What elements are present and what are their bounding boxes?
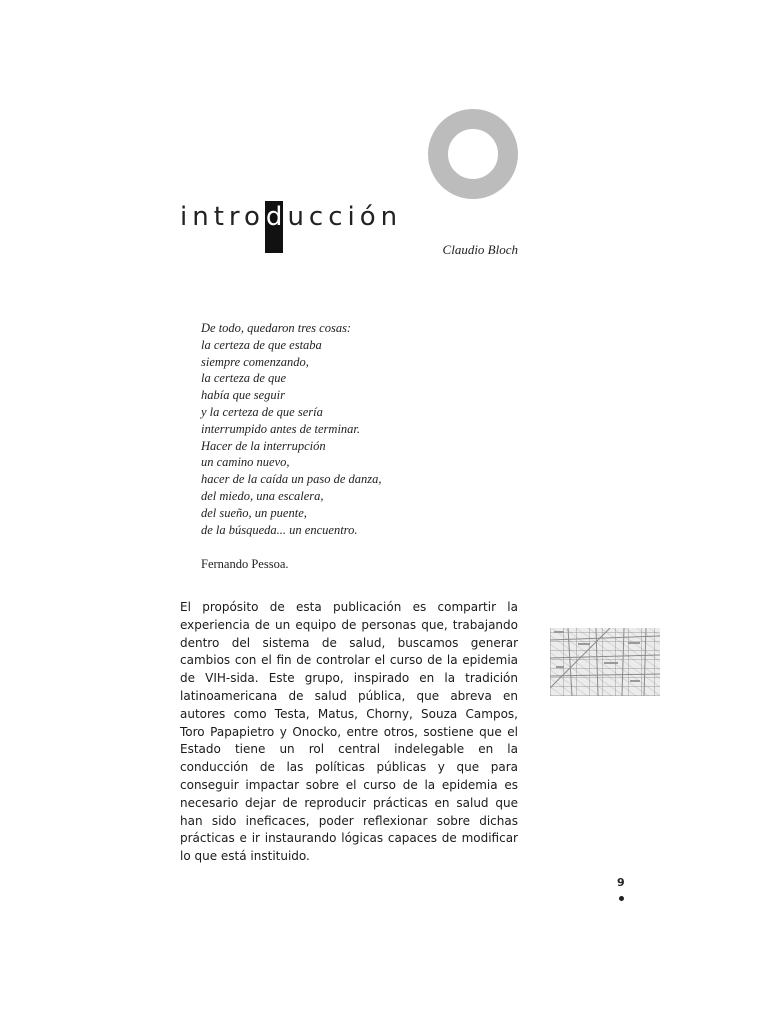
poem-line: la certeza de que (201, 371, 287, 386)
epigraph-attribution: Fernando Pessoa. (201, 557, 289, 571)
bullet-dot-icon (619, 896, 624, 901)
poem-line: interrumpido antes de terminar. (201, 421, 361, 436)
poem-line: siempre comenzando, (201, 354, 309, 369)
title-part-after: ucción (287, 202, 403, 232)
poem-line: hacer de la caída un paso de danza, (201, 472, 382, 487)
poem-line: había que seguir (201, 388, 286, 403)
ring-decoration-icon (428, 109, 518, 199)
title-highlight-letter: d (265, 201, 284, 253)
body-paragraph: El propósito de esta publicación es compartir la experiencia de un equipo de personas que, trabajando dentro del sistema de salud, buscamos generar cambios con el fin de controlar el curso de la epidemia de VIH-sida. Este grupo, inspirado en la tradición latinoamericana de salud pública, que abreva en autores como Testa, Matus, Chorny, Souza Campos, Toro Papapietro y Onocko, entre otros, sostiene que el Estado tiene un rol central indelegable en la conducción de las políticas públicas y que para conseguir impactar sobre el curso de la epidemia es necesario dejar de reproducir prácticas en salud que han sido ineficaces, poder reflexionar sobre dichas prácticas e ir instaurando lógicas capaces de modificar lo que está instituido. (180, 600, 518, 864)
map-lines-icon (550, 628, 660, 696)
poem-line: un camino nuevo, (201, 455, 290, 470)
poem-line: Hacer de la interrupción (201, 438, 326, 453)
page-title (180, 201, 402, 253)
page-number: 9 (617, 876, 625, 889)
poem-line: del sueño, un puente, (201, 505, 307, 520)
poem-line: De todo, quedaron tres cosas: (201, 321, 352, 335)
poem-line: de la búsqueda... un encuentro. (201, 522, 358, 537)
author-name: Claudio Bloch (442, 242, 518, 257)
poem-line: del miedo, una escalera, (201, 488, 324, 503)
epigraph-poem (201, 320, 382, 538)
poem-line: la certeza de que estaba (201, 337, 322, 352)
title-part-before: intro (180, 202, 265, 232)
poem-line: y la certeza de que sería (201, 404, 323, 419)
street-map-thumbnail (550, 628, 660, 696)
